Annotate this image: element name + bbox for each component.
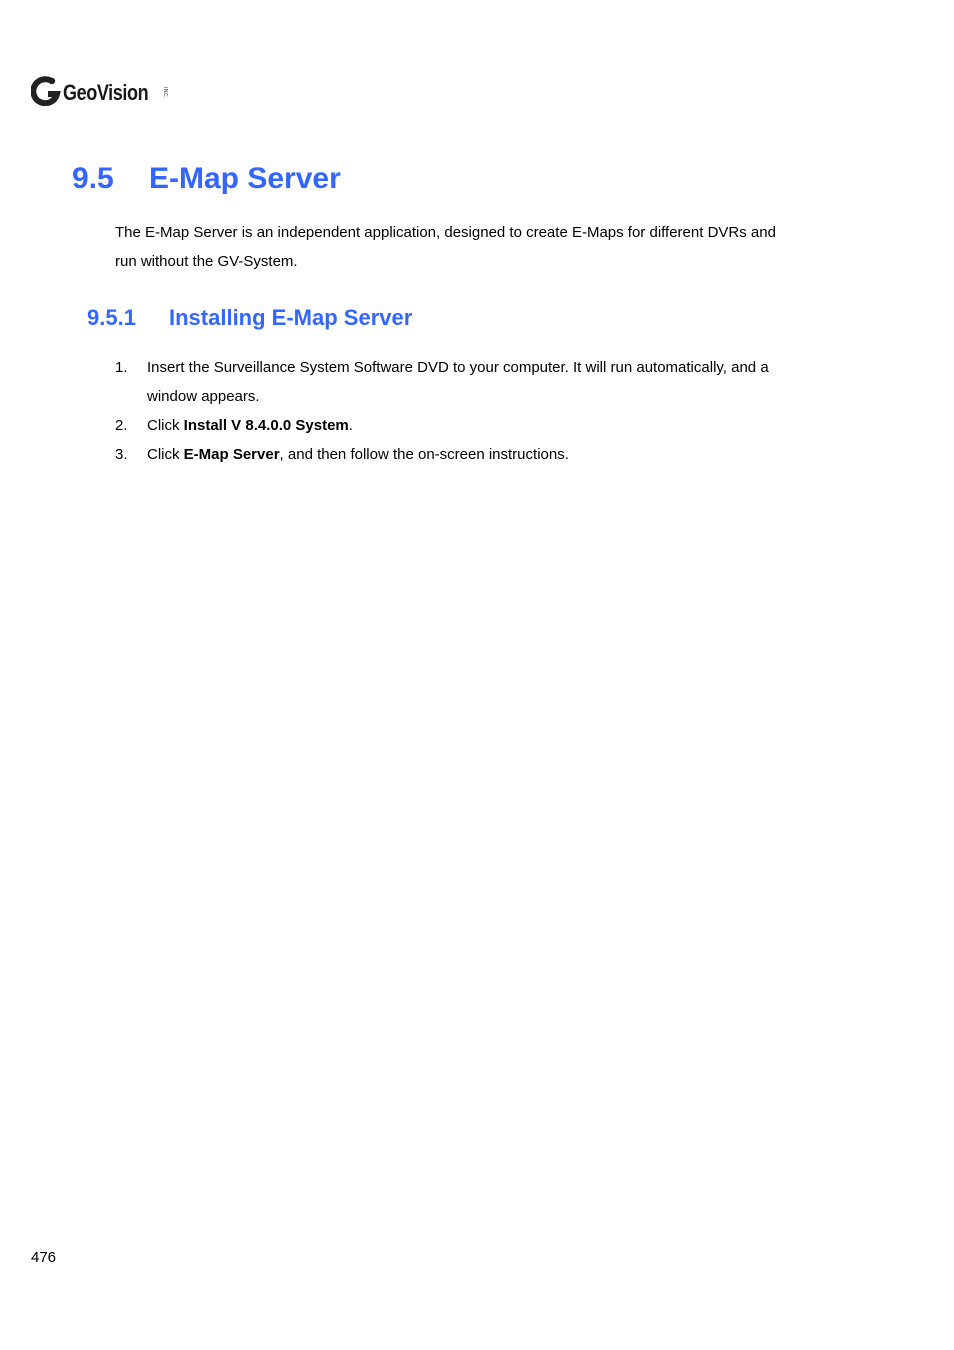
list-item [115,440,835,469]
subsection-heading [87,305,412,331]
step-number: 3. [115,446,128,463]
list-item [115,411,835,440]
geovision-logo-icon [31,76,61,106]
step-3-pre: Click [147,446,184,463]
step-number: 2. [115,417,128,434]
step-2-bold: Install V 8.4.0.0 System [183,417,349,434]
step-2-pre: Click [147,417,184,434]
page-number: 476 [31,1249,57,1266]
section-number: 9.5 [72,162,114,195]
logo-text: GeoVision [63,80,149,105]
step-3-bold: E-Map Server [183,446,280,463]
step-number: 1. [115,359,128,376]
step-text [147,411,835,440]
logo-sub: INC. [162,87,168,99]
geovision-logo [31,73,167,109]
step-1-line-1: Insert the Surveillance System Software DVD to your computer. It will run automatically, and a [147,359,769,376]
step-3-post: , and then follow the on-screen instructions. [279,446,569,463]
subsection-title: Installing E-Map Server [169,305,413,330]
step-text [147,440,835,469]
list-item [115,353,835,411]
subsection-number: 9.5.1 [87,305,136,330]
section-intro [115,218,835,276]
install-steps-list [115,353,835,469]
step-2-post: . [348,417,353,434]
intro-line-2: run without the GV-System. [115,253,298,270]
section-heading [72,162,341,196]
step-1-line-2: window appears. [147,388,260,405]
intro-line-1: The E-Map Server is an independent application, designed to create E-Maps for different DVRs and [115,224,776,241]
step-text [147,353,835,411]
section-title: E-Map Server [149,162,341,195]
